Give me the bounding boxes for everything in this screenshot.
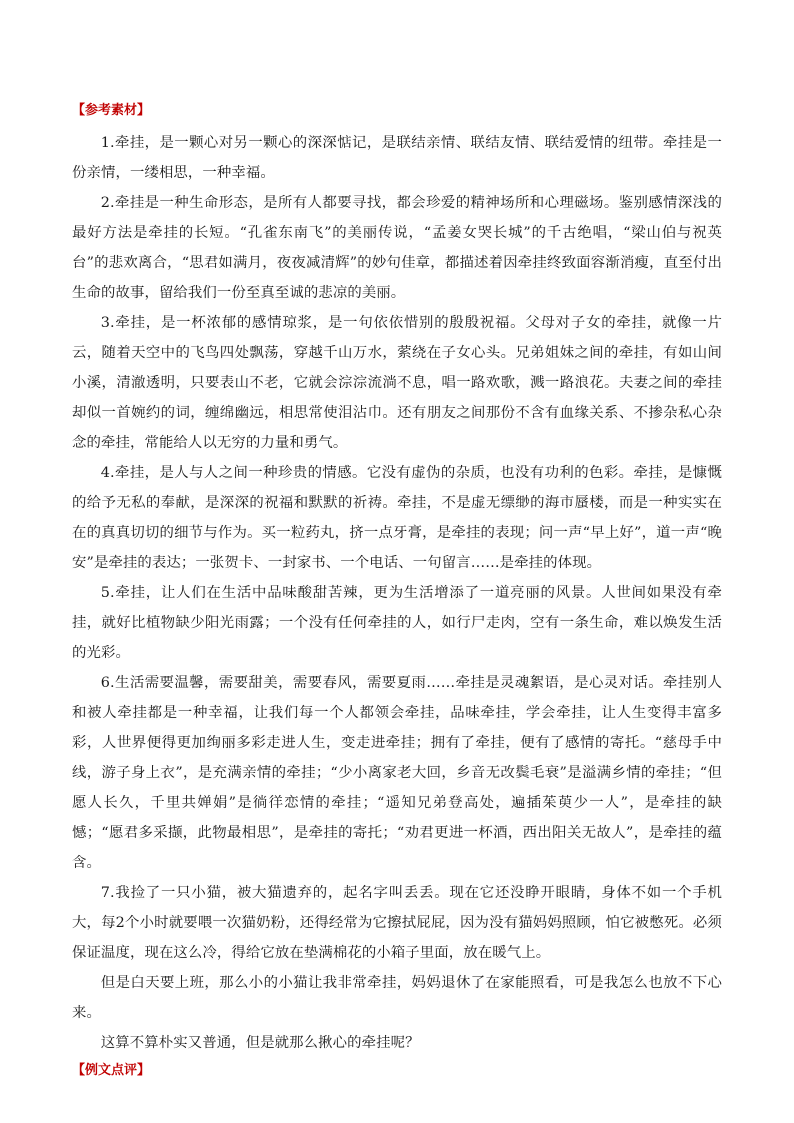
paragraph-6: 6.生活需要温馨，需要甜美，需要春风，需要夏雨……牵挂是灵魂絮语，是心灵对话。牵挂别人和被人牵挂都是一种幸福，让我们每一个人都领会牵挂，品味牵挂，学会牵挂，让人生变得丰富多彩，人世界便得更加绚丽多彩走进人生，变走进牵挂；拥有了牵挂，便有了感情的寄托。“慈母手中线，游子身上衣”，是充满亲情的牵挂；“少小离家老大回，乡音无改鬓毛衰”是溢满乡情的牵挂；“但愿人长久，千里共婵娟”是徜徉恋情的牵挂；“遥知兄弟登高处，遍插茱萸少一人”，是牵挂的缺憾；“愿君多采撷，此物最相思”，是牵挂的寄托；“劝君更进一杯酒，西出阳关无故人”，是牵挂的蕴含。 (72, 675, 722, 871)
paragraph-1: 1.牵挂，是一颗心对另一颗心的深深惦记，是联结亲情、联结友情、联结爱情的纽带。牵挂是一份亲情，一缕相思，一种幸福。 (72, 135, 722, 181)
document-page (72, 100, 722, 1088)
paragraph-4: 4.牵挂，是人与人之间一种珍贵的情感。它没有虚伪的杂质，也没有功利的色彩。牵挂，是慷慨的给予无私的奉献，是深深的祝福和默默的祈祷。牵挂，不是虚无缥缈的海市蜃楼，而是一种实实在在的真真切切的细节与作为。买一粒药丸，挤一点牙膏，是牵挂的表现；问一声“早上好”，道一声“晚安”是牵挂的表达；一张贺卡、一封家书、一个电话、一句留言……是牵挂的体现。 (72, 465, 722, 571)
paragraph-8: 但是白天要上班，那么小的小猫让我非常牵挂，妈妈退休了在家能照看，可是我怎么也放不下心来。 (72, 975, 722, 1021)
reference-section-title: 【参考素材】 (72, 103, 151, 118)
example-section-title: 【例文点评】 (72, 1063, 151, 1078)
paragraph-9: 这算不算朴实又普通，但是就那么揪心的牵挂呢？ (100, 1035, 420, 1051)
paragraph-3: 3.牵挂，是一杯浓郁的感情琼浆，是一句依依惜别的殷殷祝福。父母对子女的牵挂，就像一片云，随着天空中的飞鸟四处飘荡，穿越千山万水，萦绕在子女心头。兄弟姐妹之间的牵挂，有如山间小溪，清澈透明，只要表山不老，它就会淙淙流淌不息，唱一路欢歌，溅一路浪花。夫妻之间的牵挂却似一首婉约的词，缠绵幽远，相思常使泪沾巾。还有朋友之间那份不含有血缘关系、不掺杂私心杂念的牵挂，常能给人以无穷的力量和勇气。 (72, 315, 722, 451)
paragraph-5: 5.牵挂，让人们在生活中品味酸甜苦辣，更为生活增添了一道亮丽的风景。人世间如果没有牵挂，就好比植物缺少阳光雨露；一个没有任何牵挂的人，如行尸走肉，空有一条生命，难以焕发生活的光彩。 (72, 585, 722, 661)
paragraph-2: 2.牵挂是一种生命形态，是所有人都要寻找，都会珍爱的精神场所和心理磁场。鉴别感情深浅的最好方法是牵挂的长短。“孔雀东南飞”的美丽传说，“孟姜女哭长城”的千古绝唱，“梁山伯与祝英台”的悲欢离合，“思君如满月，夜夜减清辉”的妙句佳章，都描述着因牵挂终致面容渐消瘦，直至付出生命的故事，留给我们一份至真至诚的悲凉的美丽。 (72, 195, 722, 301)
paragraph-7: 7.我捡了一只小猫，被大猫遗弃的，起名字叫丢丢。现在它还没睁开眼睛，身体不如一个手机大，每2个小时就要喂一次猫奶粉，还得经常为它擦拭屁屁，因为没有猫妈妈照顾，怕它被憋死。必须保证温度，现在这么冷，得给它放在垫满棉花的小箱子里面，放在暖气上。 (72, 885, 722, 961)
